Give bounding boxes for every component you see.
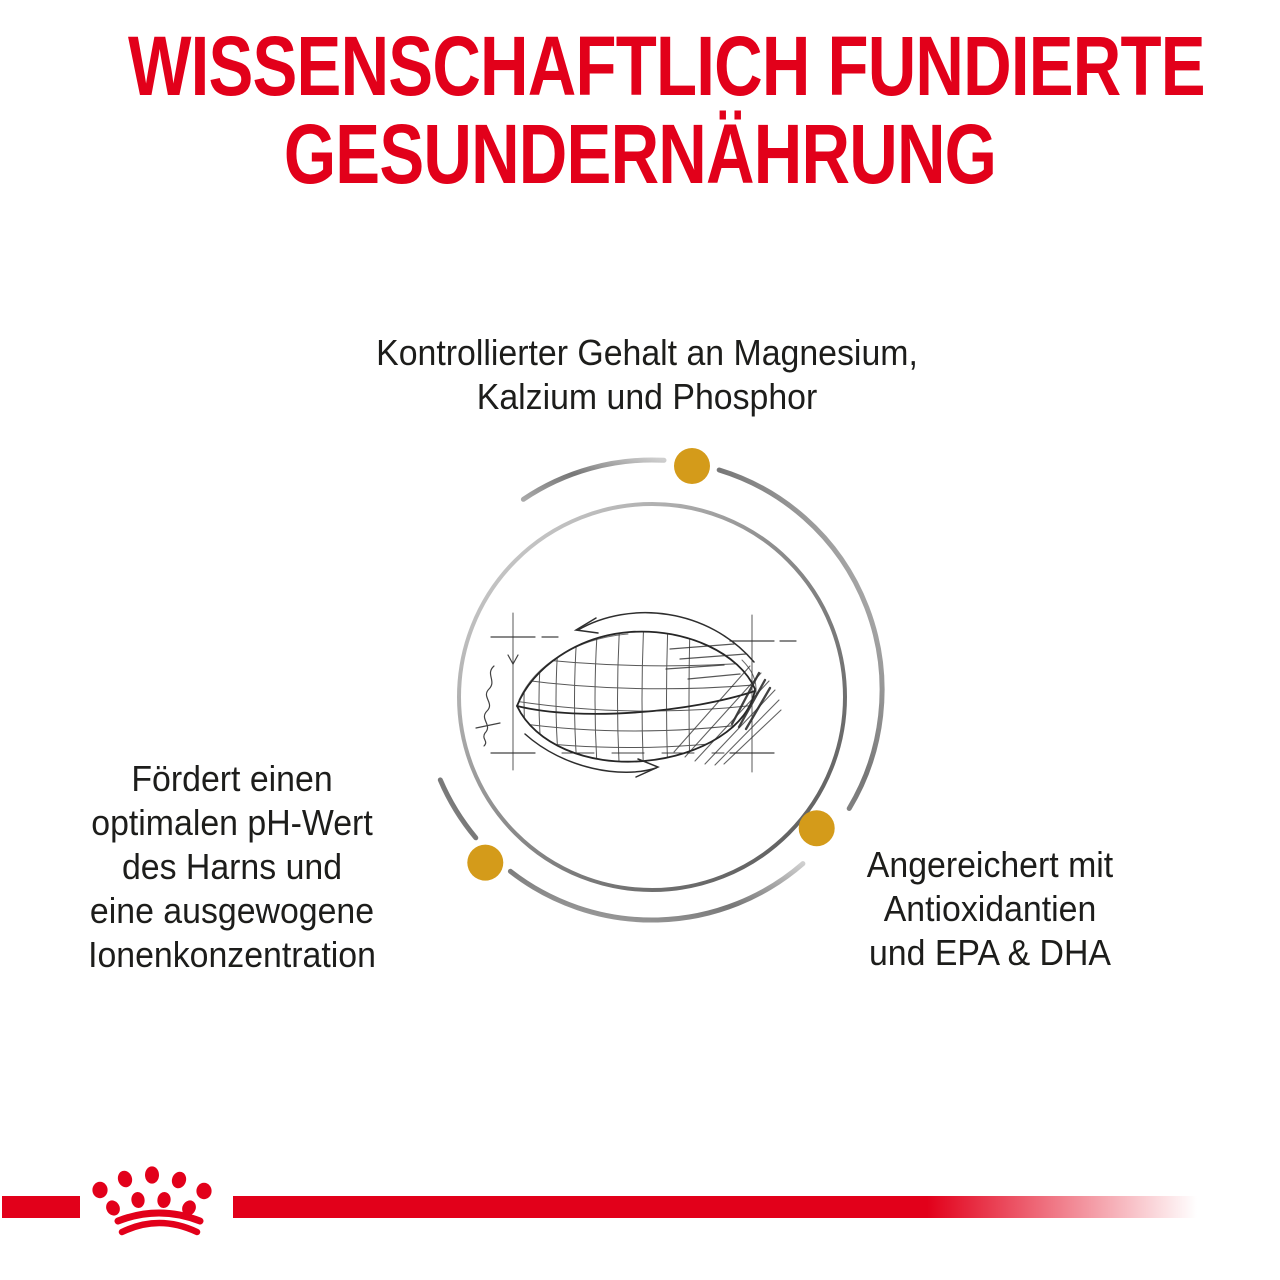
footer-bar-right [233, 1196, 1197, 1218]
callout-top-line-1: Kontrollierter Gehalt an Magnesium, [376, 332, 918, 373]
callout-top-line-2: Kalzium und Phosphor [476, 376, 818, 417]
outer-ring-arcs [440, 460, 882, 920]
callout-right-line-1: Angereichert mit [866, 844, 1114, 885]
kibble-sketch-illustration [476, 613, 796, 780]
bullet-top-icon [674, 448, 710, 484]
callout-left-ph [44, 757, 420, 977]
kibble-diagram [372, 410, 932, 970]
callout-top-minerals [0, 331, 1280, 419]
royal-canin-crown-logo [84, 1164, 224, 1256]
page-title [128, 19, 1205, 201]
inner-ring [459, 504, 845, 890]
page-title-line-1: WISSENSCHAFTLICH FUNDIERTE [128, 19, 1205, 113]
callout-right-line-3: und EPA & DHA [868, 932, 1112, 973]
callout-left-line-4: eine ausgewogene [89, 890, 375, 931]
page-title-line-2: GESUNDERNÄHRUNG [283, 107, 997, 201]
callout-left-line-1: Fördert einen [131, 758, 333, 799]
footer-bar-left [2, 1196, 80, 1218]
callout-left-line-5: Ionenkonzentration [88, 934, 376, 975]
bullet-left-icon [467, 845, 503, 881]
callout-left-line-3: des Harns und [121, 846, 343, 887]
callout-left-line-2: optimalen pH-Wert [91, 802, 373, 843]
callout-right-line-2: Antioxidantien [883, 888, 1097, 929]
bullet-right-icon [799, 810, 835, 846]
